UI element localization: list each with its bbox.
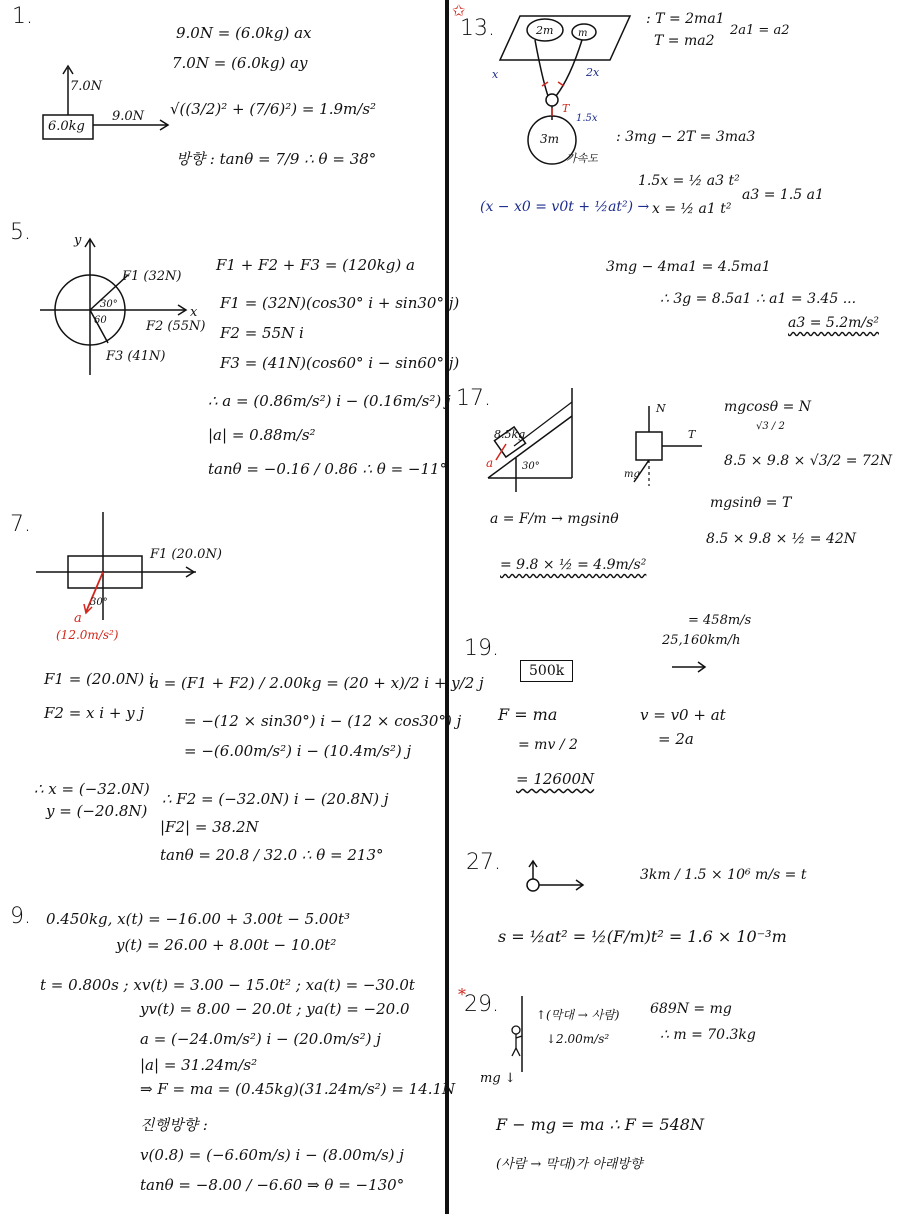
p1-box-label: 6.0kg bbox=[48, 119, 85, 134]
p9-eq-4: yv(t) = 8.00 − 20.0t ; ya(t) = −20.0 bbox=[140, 1000, 410, 1018]
p5-eq-2: F1 = (32N)(cos30° i + sin30° j) bbox=[220, 294, 460, 312]
p13-mass-m: m bbox=[578, 28, 588, 39]
p29-eq-7: (사람 → 막대)가 아래방향 bbox=[496, 1157, 643, 1172]
p7-eq-5: = −(6.00m/s²) i − (10.4m/s²) j bbox=[184, 742, 412, 760]
p17-t-label: T bbox=[688, 428, 696, 441]
p13-mass-2m: 2m bbox=[536, 24, 554, 37]
p5-x-label: x bbox=[190, 305, 198, 320]
p13-accel-label: 가속도 bbox=[566, 152, 598, 165]
p9-eq-9: v(0.8) = (−6.60m/s) i − (8.00m/s) j bbox=[140, 1146, 404, 1164]
problem-13-number: 13. bbox=[460, 16, 495, 41]
p19-eq-3: = 12600N bbox=[516, 770, 595, 788]
p13-15x-label: 1.5x bbox=[576, 113, 598, 124]
p29-person-diagram bbox=[504, 994, 540, 1074]
p13-eq-7: a3 = 1.5 a1 bbox=[742, 187, 824, 203]
p1-eq-3: √((3/2)² + (7/6)²) = 1.9m/s² bbox=[170, 100, 377, 118]
p1-fy-label: 7.0N bbox=[70, 79, 103, 94]
p13-eq-1: : T = 2ma1 bbox=[646, 11, 725, 27]
p9-eq-1: 0.450kg, x(t) = −16.00 + 3.00t − 5.00t³ bbox=[46, 910, 351, 928]
p29-eq-3: 689N = mg bbox=[650, 1001, 732, 1017]
p1-fx-label: 9.0N bbox=[112, 109, 145, 124]
p13-eq-9: 3mg − 4ma1 = 4.5ma1 bbox=[606, 259, 771, 275]
p29-eq-4: ∴ m = 70.3kg bbox=[660, 1027, 756, 1043]
p7-eq-7: y = (−20.8N) bbox=[46, 802, 148, 820]
p1-eq-1: 9.0N = (6.0kg) ax bbox=[176, 24, 312, 42]
p5-eq-5: ∴ a = (0.86m/s²) i − (0.16m/s²) j bbox=[208, 392, 451, 410]
p7-a-label: a bbox=[74, 611, 82, 626]
p17-mass: 8.5kg bbox=[494, 428, 526, 441]
p5-angle-30: 30° bbox=[100, 299, 118, 310]
p9-eq-2: y(t) = 26.00 + 8.00t − 10.0t² bbox=[116, 936, 337, 954]
p19-eq-2: = mv / 2 bbox=[518, 737, 578, 753]
p7-eq-6: ∴ x = (−32.0N) bbox=[34, 780, 150, 798]
p17-n-label: N bbox=[656, 402, 666, 415]
p13-eq-5: 1.5x = ½ a3 t² bbox=[638, 173, 740, 189]
p17-eq-3: 8.5 × 9.8 × √3/2 = 72N bbox=[724, 453, 892, 469]
p17-eq-1: mgcosθ = N bbox=[724, 399, 812, 415]
p5-angle-60: 60 bbox=[94, 315, 107, 326]
problem-9-number: 9. bbox=[10, 904, 31, 929]
problem-27-number: 27. bbox=[466, 850, 501, 875]
p1-eq-2: 7.0N = (6.0kg) ay bbox=[172, 54, 308, 72]
p27-diagram bbox=[524, 860, 594, 894]
p19-eq-1: F = ma bbox=[498, 705, 558, 724]
p13-eq-10: ∴ 3g = 8.5a1 ∴ a1 = 3.45 ... bbox=[660, 291, 857, 307]
p7-eq-2: F2 = x i + y j bbox=[44, 704, 145, 722]
p17-eq-6: a = F/m → mgsinθ bbox=[490, 511, 619, 527]
p13-eq-2: T = ma2 bbox=[654, 33, 715, 49]
p29-eq-5: mg ↓ bbox=[480, 1071, 516, 1086]
p7-eq-1: F1 = (20.0N) i bbox=[44, 670, 154, 688]
p9-eq-3: t = 0.800s ; xv(t) = 3.00 − 15.0t² ; xa(t) = −30.0t bbox=[40, 976, 415, 994]
p5-eq-6: |a| = 0.88m/s² bbox=[208, 426, 316, 444]
p9-eq-7: ⇒ F = ma = (0.45kg)(31.24m/s²) = 14.1N bbox=[140, 1080, 456, 1098]
p13-eq-6: x = ½ a1 t² bbox=[652, 201, 732, 217]
p13-2x-label: 2x bbox=[586, 66, 600, 79]
p19-box: 500k bbox=[520, 660, 573, 682]
p19-eq-5: = 2a bbox=[658, 730, 694, 748]
problem-1-number: 1. bbox=[12, 4, 33, 29]
p1-eq-4: 방향 : tanθ = 7/9 ∴ θ = 38° bbox=[176, 150, 377, 168]
p5-eq-7: tanθ = −0.16 / 0.86 ∴ θ = −11° bbox=[208, 460, 448, 478]
p19-note-1: = 458m/s bbox=[688, 613, 752, 628]
p7-a-magnitude: (12.0m/s²) bbox=[56, 628, 119, 642]
p7-f1-label: F1 (20.0N) bbox=[150, 547, 222, 562]
p7-eq-10: tanθ = 20.8 / 32.0 ∴ θ = 213° bbox=[160, 846, 384, 864]
p19-note-2: 25,160km/h bbox=[662, 633, 741, 648]
p27-eq-2: s = ½at² = ½(F/m)t² = 1.6 × 10⁻³m bbox=[498, 927, 787, 946]
p19-eq-4: v = v0 + at bbox=[640, 706, 726, 724]
p9-eq-8: 진행방향 : bbox=[140, 1116, 208, 1134]
p7-angle: 30° bbox=[90, 597, 108, 608]
p7-eq-4: = −(12 × sin30°) i − (12 × cos30°) j bbox=[184, 712, 462, 730]
p13-eq-8: (x − x0 = v0t + ½at²) → bbox=[480, 199, 650, 215]
p29-eq-6: F − mg = ma ∴ F = 548N bbox=[496, 1115, 704, 1134]
p29-eq-1: ↑(막대 → 사람) bbox=[536, 1008, 620, 1022]
p27-eq-1: 3km / 1.5 × 10⁶ m/s = t bbox=[640, 867, 807, 883]
p5-eq-3: F2 = 55N i bbox=[220, 324, 304, 342]
p9-eq-5: a = (−24.0m/s²) i − (20.0m/s²) j bbox=[140, 1030, 381, 1048]
problem-5-number: 5. bbox=[10, 220, 31, 245]
p5-f3-label: F3 (41N) bbox=[106, 349, 166, 364]
p13-eq-11: a3 = 5.2m/s² bbox=[788, 315, 879, 331]
p17-eq-4: mgsinθ = T bbox=[710, 495, 792, 511]
problem-7-number: 7. bbox=[10, 512, 31, 537]
p17-eq-2: √3 / 2 bbox=[756, 421, 785, 432]
p1-force-diagram bbox=[40, 60, 170, 150]
p17-angle: 30° bbox=[522, 461, 540, 472]
problem-29-number: 29. bbox=[464, 992, 499, 1017]
p13-eq-4: : 3mg − 2T = 3ma3 bbox=[616, 129, 756, 145]
problem-19-number: 19. bbox=[464, 636, 499, 661]
p5-f2-label: F2 (55N) bbox=[146, 319, 206, 334]
p5-eq-4: F3 = (41N)(cos60° i − sin60° j) bbox=[220, 354, 460, 372]
p5-eq-1: F1 + F2 + F3 = (120kg) a bbox=[216, 256, 415, 274]
column-divider bbox=[445, 0, 449, 1214]
p17-eq-5: 8.5 × 9.8 × ½ = 42N bbox=[706, 531, 857, 547]
p7-eq-3: a = (F1 + F2) / 2.00kg = (20 + x)/2 i + y/2 j bbox=[150, 674, 484, 692]
p13-star: ✩ bbox=[452, 1, 466, 20]
p5-f1-label: F1 (32N) bbox=[122, 269, 182, 284]
p19-arrow bbox=[670, 660, 710, 674]
p9-eq-10: tanθ = −8.00 / −6.60 ⇒ θ = −130° bbox=[140, 1176, 405, 1194]
p7-eq-9: |F2| = 38.2N bbox=[160, 818, 259, 836]
p13-eq-3: 2a1 = a2 bbox=[730, 23, 790, 38]
p13-mass-3m: 3m bbox=[540, 132, 560, 146]
p29-star: * bbox=[458, 985, 466, 1004]
p17-a-label: a bbox=[486, 456, 494, 470]
p17-eq-7: = 9.8 × ½ = 4.9m/s² bbox=[500, 557, 647, 573]
p5-y-label: y bbox=[74, 233, 82, 248]
problem-17-number: 17. bbox=[456, 386, 491, 411]
p13-x-label: x bbox=[492, 68, 499, 81]
p13-pulley-diagram bbox=[490, 8, 640, 178]
p17-mg-label: mg bbox=[624, 469, 640, 480]
p9-eq-6: |a| = 31.24m/s² bbox=[140, 1056, 258, 1074]
p7-eq-8: ∴ F2 = (−32.0N) i − (20.8N) j bbox=[162, 790, 389, 808]
p13-tension-label: T bbox=[562, 102, 570, 115]
p29-eq-2: ↓2.00m/s² bbox=[546, 1032, 610, 1046]
